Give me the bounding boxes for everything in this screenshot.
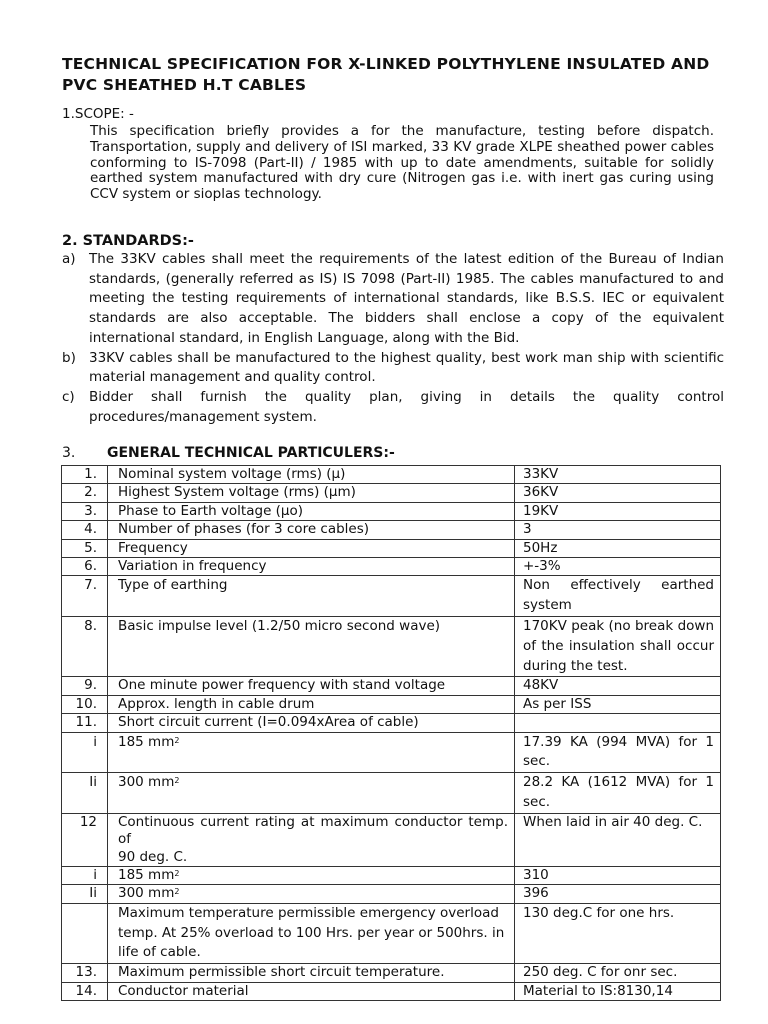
table-row [62,521,721,539]
table-row [62,813,721,866]
row-parameter: Highest System voltage (rms) (μm) [108,484,515,502]
row-value: When laid in air 40 deg. C. [515,813,721,866]
row-number: 9. [62,677,108,695]
technical-particulars-table [61,465,721,1001]
row-value: 48KV [515,677,721,695]
row-value: 396 [515,885,721,903]
table-row [62,484,721,502]
row-parameter: Variation in frequency [108,558,515,576]
section-title: GENERAL TECHNICAL PARTICULERS:- [107,445,395,461]
table-row [62,867,721,885]
param-text: 300 mm [118,774,175,791]
param-text: 300 mm [118,885,175,902]
superscript: 2 [174,887,180,897]
row-value: 50Hz [515,539,721,557]
row-value: As per ISS [515,695,721,713]
row-number: 7. [62,576,108,617]
row-value: 310 [515,867,721,885]
standards-heading: 2. STANDARDS:- [62,233,194,249]
standards-item-b [62,349,724,388]
row-number: 4. [62,521,108,539]
row-number: 14. [62,982,108,1000]
row-parameter: Number of phases (for 3 core cables) [108,521,515,539]
row-parameter: Maximum permissible short circuit temperature. [108,964,515,982]
row-parameter: Approx. length in cable drum [108,695,515,713]
general-heading [62,445,395,461]
row-parameter [108,885,515,903]
row-value: +-3% [515,558,721,576]
document-title: TECHNICAL SPECIFICATION FOR X-LINKED POLYTHYLENE INSULATED AND PVC SHEATHED H.T CABLES [62,55,710,94]
row-number: 2. [62,484,108,502]
table-row [62,773,721,814]
row-number: 6. [62,558,108,576]
scope-heading: 1.SCOPE: - [62,106,134,122]
list-marker: a) [62,251,76,267]
row-parameter: Type of earthing [108,576,515,617]
row-value [515,714,721,732]
table-row [62,558,721,576]
row-number: 5. [62,539,108,557]
row-value: Non effectively earthed system [515,576,721,617]
standards-item-a [62,250,724,349]
row-parameter [108,813,515,866]
standards-list [62,250,724,427]
row-value: 19KV [515,502,721,520]
param-text: 185 mm [118,867,175,884]
row-number: 12 [62,813,108,866]
row-value: Material to IS:8130,14 [515,982,721,1000]
table-row [62,576,721,617]
list-item-text: Bidder shall furnish the quality plan, giving in details the quality control procedures/management system. [89,388,724,425]
row-number: 8. [62,617,108,677]
row-value: 33KV [515,466,721,484]
row-number: 10. [62,695,108,713]
row-parameter: Nominal system voltage (rms) (μ) [108,466,515,484]
row-number: 13. [62,964,108,982]
row-number [62,903,108,963]
row-value: 130 deg.C for one hrs. [515,903,721,963]
list-item-text: The 33KV cables shall meet the requirements of the latest edition of the Bureau of Indian standards, (generally referred as IS) IS 7098 (Part-II) 1985. The cables manufactured to and meeting the testing requirements of international standards, like B.S.S. IEC or equivalent standards are also acceptable. The bidders shall enclose a copy of the equivalent international standard, in English Language, along with the Bid. [89,251,724,346]
superscript: 2 [174,776,180,786]
row-value: 28.2 KA (1612 MVA) for 1 sec. [515,773,721,814]
scope-paragraph: This specification briefly provides a for the manufacture, testing before dispatch. Transportation, supply and delivery of ISI marked, 33 KV grade XLPE sheathed power cables conforming to IS-7098 (Part-II) / 1985 with up to date amendments, suitable for solidly earthed system manufactured with dry cure (Nitrogen gas i.e. with inert gas curing using CCV system or sioplas technology. [90,123,714,203]
table-row [62,466,721,484]
table-row [62,539,721,557]
table-row [62,714,721,732]
row-parameter: One minute power frequency with stand voltage [108,677,515,695]
row-number: 3. [62,502,108,520]
superscript: 2 [174,735,180,745]
section-number: 3. [62,445,76,461]
row-number: i [62,732,108,773]
row-parameter [108,732,515,773]
row-value: 170KV peak (no break down of the insulation shall occur during the test. [515,617,721,677]
row-value: 250 deg. C for onr sec. [515,964,721,982]
table-row [62,617,721,677]
row-number: i [62,867,108,885]
row-parameter: Short circuit current (I=0.094xArea of cable) [108,714,515,732]
param-text-cont: 90 deg. C. [118,848,188,865]
table-row [62,695,721,713]
row-parameter: Frequency [108,539,515,557]
table-row [62,885,721,903]
row-number: Ii [62,773,108,814]
row-parameter: Basic impulse level (1.2/50 micro second wave) [108,617,515,677]
row-value: 3 [515,521,721,539]
row-value: 36KV [515,484,721,502]
row-number: Ii [62,885,108,903]
table-row [62,982,721,1000]
row-number: 1. [62,466,108,484]
table-row [62,732,721,773]
row-parameter [108,867,515,885]
table-row [62,903,721,963]
superscript: 2 [174,869,180,879]
row-parameter: Phase to Earth voltage (μo) [108,502,515,520]
table-row [62,964,721,982]
table-row [62,677,721,695]
param-text: Continuous current rating at maximum conductor temp. of [118,813,508,848]
row-parameter: Maximum temperature permissible emergency overload temp. At 25% overload to 100 Hrs. per year or 500hrs. in life of cable. [108,903,515,963]
list-item-text: 33KV cables shall be manufactured to the highest quality, best work man ship with scientific material management and quality control. [89,349,724,386]
param-text: 185 mm [118,733,175,750]
standards-item-c [62,388,724,427]
row-number: 11. [62,714,108,732]
table-row [62,502,721,520]
row-parameter: Conductor material [108,982,515,1000]
list-marker: b) [62,349,76,366]
list-marker: c) [62,388,75,405]
row-value: 17.39 KA (994 MVA) for 1 sec. [515,732,721,773]
row-parameter [108,773,515,814]
